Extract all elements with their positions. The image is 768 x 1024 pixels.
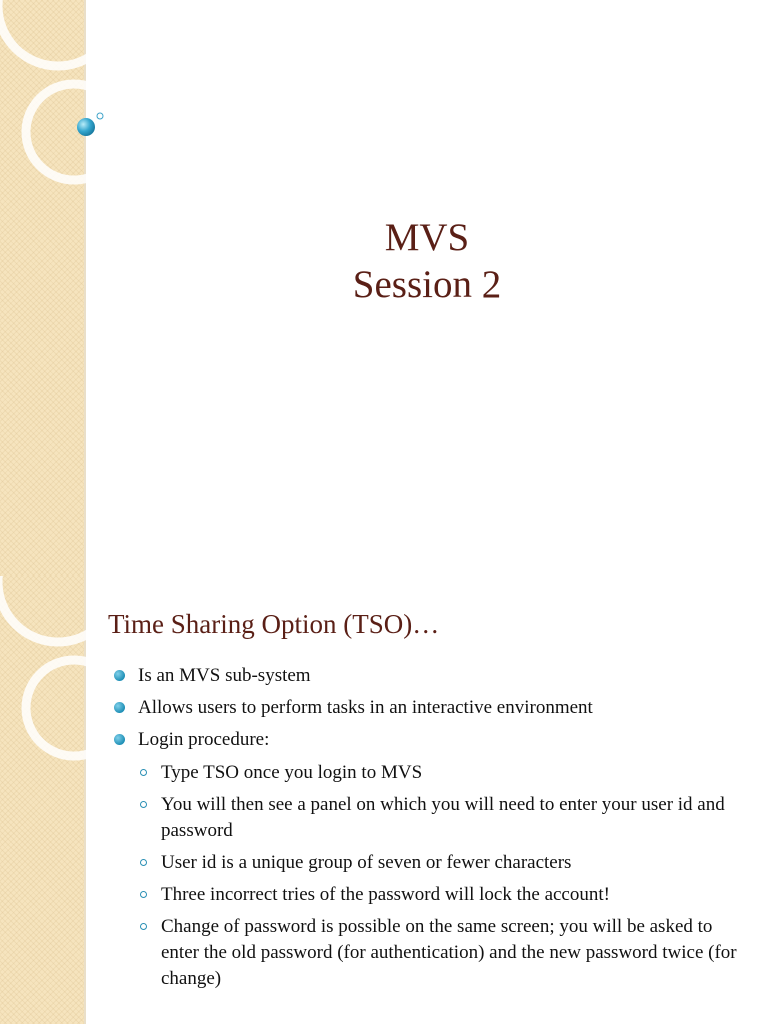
bullet-text: Allows users to perform tasks in an interactive environment — [138, 697, 593, 718]
sub-bullet-text: User id is a unique group of seven or fewer characters — [161, 852, 572, 873]
title-line-sub: Session 2 — [352, 263, 502, 306]
sub-bullet-text: You will then see a panel on which you will need to enter your user id and password — [161, 794, 725, 841]
sub-bullet-item — [0, 914, 768, 992]
sub-bullet-item — [0, 882, 768, 908]
sub-bullet-item — [0, 850, 768, 876]
bullet-text: Login procedure: — [138, 729, 270, 750]
bullet-dot-icon — [114, 670, 125, 681]
sub-bullet-text: Type TSO once you login to MVS — [161, 762, 423, 783]
sub-bullet-text: Three incorrect tries of the password will lock the account! — [161, 884, 610, 905]
sub-bullet-list — [0, 760, 768, 992]
bullet-list — [0, 664, 768, 998]
sub-bullet-ring-icon — [140, 801, 147, 808]
bullet-text: Is an MVS sub-system — [138, 665, 311, 686]
bullet-item — [0, 728, 768, 752]
bullet-dot-icon — [114, 734, 125, 745]
slide-heading: Time Sharing Option (TSO)… — [108, 609, 440, 639]
sub-bullet-ring-icon — [140, 859, 147, 866]
bullet-item — [0, 664, 768, 688]
sub-bullet-group — [0, 760, 768, 992]
sub-bullet-ring-icon — [140, 891, 147, 898]
bullet-dot-icon — [114, 702, 125, 713]
sub-bullet-text: Change of password is possible on the same screen; you will be asked to enter the old password (for authentication) and the new password twice (for change) — [161, 916, 737, 989]
content-slide — [0, 576, 768, 1024]
sub-bullet-ring-icon — [140, 923, 147, 930]
title-line-main: MVS — [384, 216, 470, 259]
sub-bullet-item — [0, 760, 768, 786]
sub-bullet-ring-icon — [140, 769, 147, 776]
bullet-item — [0, 696, 768, 720]
blue-sphere-icon — [77, 118, 95, 136]
title-block — [86, 214, 768, 308]
sub-bullet-item — [0, 792, 768, 844]
